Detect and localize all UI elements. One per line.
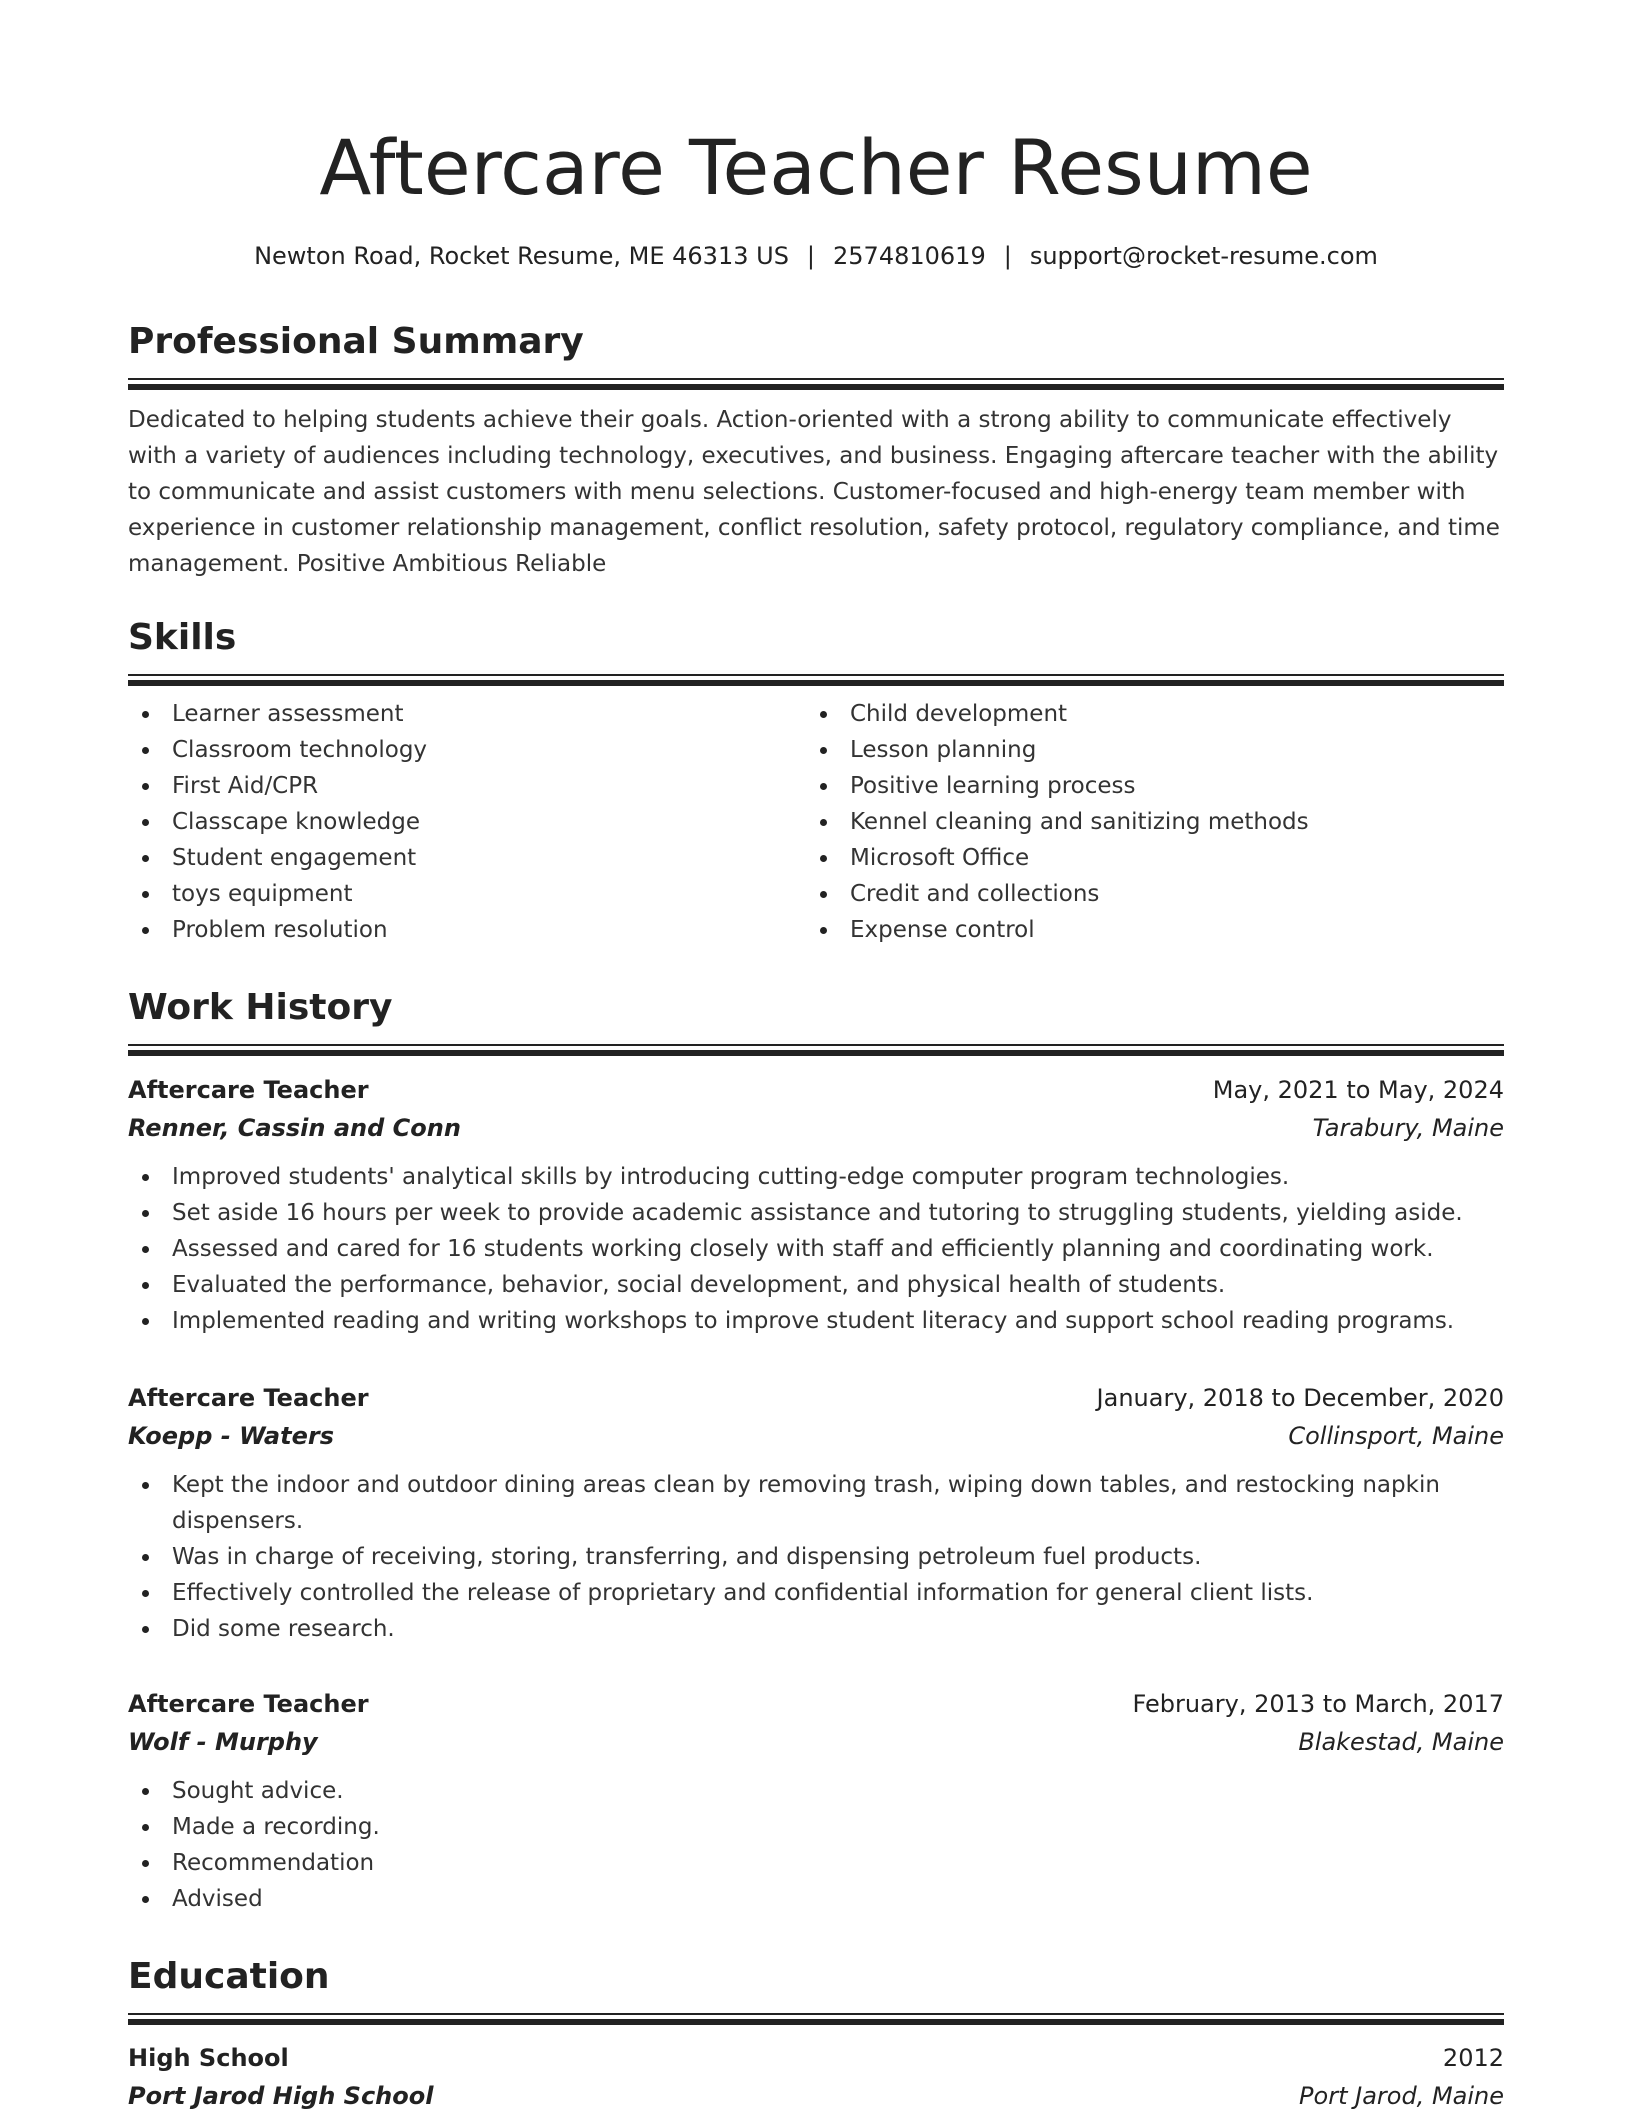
skill-item: Student engagement [128,840,806,876]
job-bullets [128,1159,1504,1339]
job-header-row [128,1685,1504,1723]
job-bullet: Made a recording. [128,1809,1504,1845]
skills-left-list [128,696,806,948]
skill-item: Microsoft Office [806,840,1484,876]
section-rule [128,674,1504,686]
job-title: Aftercare Teacher [128,1076,369,1104]
summary-section [128,318,1504,582]
education-entry [128,2039,1504,2115]
job-dates: February, 2013 to March, 2017 [1132,1690,1504,1718]
education-header-row [128,2039,1504,2077]
section-rule [128,2013,1504,2025]
skill-item: Credit and collections [806,876,1484,912]
job-employer-row [128,1723,1504,1761]
job-bullet: Advised [128,1881,1504,1917]
skill-item: Lesson planning [806,732,1484,768]
job-location: Tarabury, Maine [1312,1114,1504,1142]
education-degree: High School [128,2044,289,2072]
skill-item: First Aid/CPR [128,768,806,804]
job-dates: May, 2021 to May, 2024 [1212,1076,1504,1104]
education-school: Port Jarod High School [128,2082,434,2110]
resume-title: Aftercare Teacher Resume [319,123,1313,212]
skill-item: Problem resolution [128,912,806,948]
job-location: Collinsport, Maine [1288,1422,1504,1450]
contact-address: Newton Road, Rocket Resume, ME 46313 US [254,242,789,270]
job-bullet: Improved students' analytical skills by introducing cutting-edge computer program technologies. [128,1159,1504,1195]
job-employer-row [128,1109,1504,1147]
job-header-row [128,1071,1504,1109]
work-section [128,984,1504,1056]
skills-columns [128,696,1504,948]
skill-item: Kennel cleaning and sanitizing methods [806,804,1484,840]
skills-section [128,614,1504,948]
skill-item: Classcape knowledge [128,804,806,840]
contact-phone: 2574810619 [833,242,986,270]
job-employer: Wolf - Murphy [128,1728,318,1756]
job-entry [128,1685,1504,1917]
skill-item: Child development [806,696,1484,732]
job-title: Aftercare Teacher [128,1690,369,1718]
job-bullet: Effectively controlled the release of proprietary and confidential information for general client lists. [128,1575,1504,1611]
job-dates: January, 2018 to December, 2020 [1096,1384,1504,1412]
job-bullet: Did some research. [128,1611,1504,1647]
job-entry [128,1071,1504,1339]
job-bullet: Assessed and cared for 16 students working closely with staff and efficiently planning and coordinating work. [128,1231,1504,1267]
job-bullet: Implemented reading and writing workshops to improve student literacy and support school reading programs. [128,1303,1504,1339]
skills-heading: Skills [128,617,237,658]
skill-item: Positive learning process [806,768,1484,804]
job-employer: Koepp - Waters [128,1422,334,1450]
contact-email: support@rocket-resume.com [1029,242,1378,270]
education-location: Port Jarod, Maine [1299,2082,1504,2110]
education-school-row [128,2077,1504,2115]
skills-right-list [806,696,1484,948]
skill-item: Learner assessment [128,696,806,732]
job-bullet: Sought advice. [128,1773,1504,1809]
contact-line [128,238,1504,274]
job-bullet: Was in charge of receiving, storing, transferring, and dispensing petroleum fuel products. [128,1539,1504,1575]
education-heading: Education [128,1956,330,1997]
job-bullets [128,1773,1504,1917]
skill-item: toys equipment [128,876,806,912]
contact-separator: | [1003,242,1012,270]
skill-item: Classroom technology [128,732,806,768]
education-year: 2012 [1442,2044,1504,2072]
work-heading: Work History [128,987,393,1028]
job-bullet: Evaluated the performance, behavior, social development, and physical health of students. [128,1267,1504,1303]
job-bullets [128,1467,1504,1647]
summary-heading: Professional Summary [128,321,584,362]
job-title: Aftercare Teacher [128,1384,369,1412]
job-entry [128,1379,1504,1647]
section-rule [128,1044,1504,1056]
skill-item: Expense control [806,912,1484,948]
job-bullet: Kept the indoor and outdoor dining areas clean by removing trash, wiping down tables, and restocking napkin dispensers. [128,1467,1504,1539]
education-section [128,1953,1504,2025]
job-location: Blakestad, Maine [1298,1728,1504,1756]
job-header-row [128,1379,1504,1417]
summary-text: Dedicated to helping students achieve their goals. Action-oriented with a strong ability to communicate effectively with a variety of audiences including technology, executives, and business. Engaging aftercare teacher with the ability to communicate and assist customers with menu selections. Customer-focused and high-energy team member with experience in customer relationship management, conflict resolution, safety protocol, regulatory compliance, and time management. Positive Ambitious Reliable [128,407,1500,577]
job-employer-row [128,1417,1504,1455]
section-rule [128,378,1504,390]
job-bullet: Set aside 16 hours per week to provide academic assistance and tutoring to struggling students, yielding aside. [128,1195,1504,1231]
contact-separator: | [806,242,816,270]
job-bullet: Recommendation [128,1845,1504,1881]
job-employer: Renner, Cassin and Conn [128,1114,461,1142]
